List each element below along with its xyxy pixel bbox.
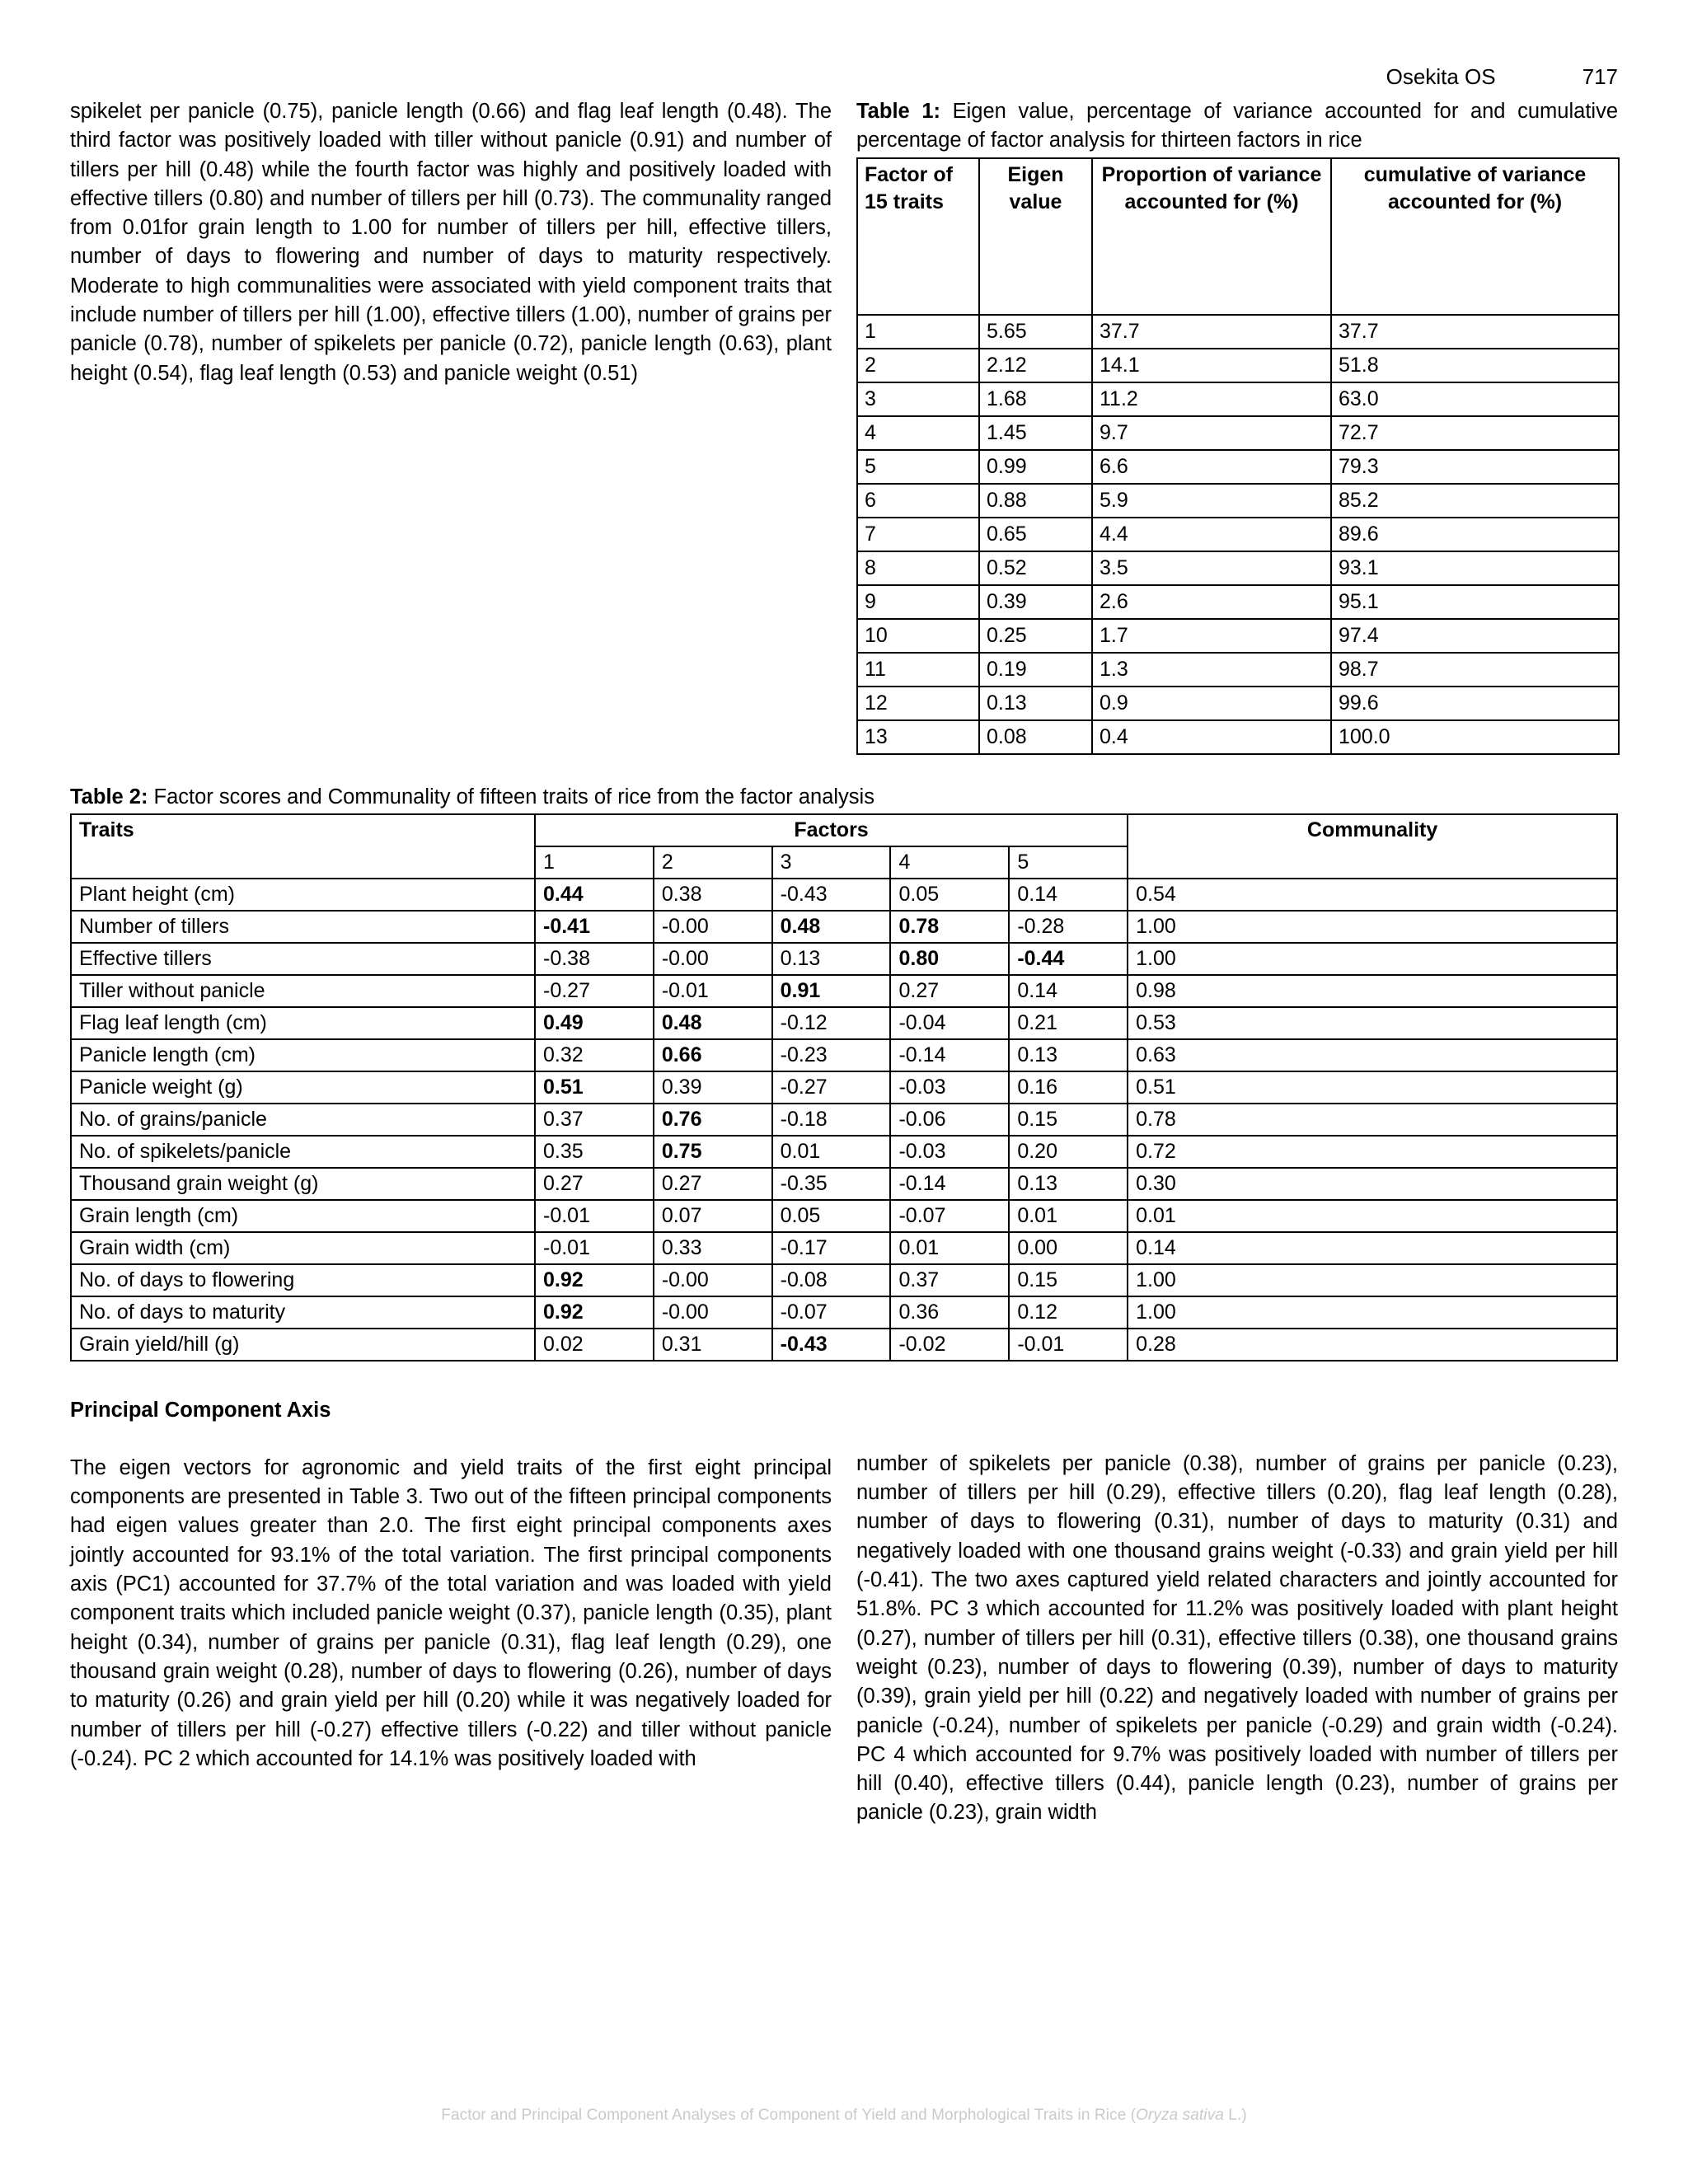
table2-communality-value: 0.54 (1128, 879, 1617, 911)
table-cell: 10 (857, 619, 979, 653)
footer-text-after: L.) (1223, 2107, 1247, 2124)
table2-factor-value: 0.78 (890, 911, 1009, 943)
bottom-right-paragraph: number of spikelets per panicle (0.38), number of grains per panicle (0.23), number of tillers per hill (0.29), effective tillers (0.20), flag leaf length (0.28), number of days to flowering (0.31), number of days to maturity (0.31) and negatively loaded with one thousand grains weight (-0.33) and grain yield per hill (-0.41). The two axes captured yield related characters and jointly accounted for 51.8%. PC 3 which accounted for 11.2% was positively loaded with plant height (0.27), number of tillers per hill (0.31), effective tillers (0.38), one thousand grains weight (0.23), number of days to flowering (0.39), number of days to maturity (0.39), grain yield per hill (0.22) and negatively loaded with number of grains per panicle (-0.24), number of spikelets per panicle (-0.29) and grain width (-0.24). PC 4 which accounted for 9.7% was positively loaded with number of tillers per hill (0.40), effective tillers (0.44), panicle length (0.23), number of grains per panicle (0.23), grain width (856, 1451, 1618, 1825)
table-cell: 9.7 (1092, 416, 1331, 450)
table2-factor-value: 0.91 (772, 975, 891, 1007)
table2-body (71, 879, 1617, 1361)
table2-factor-number: 5 (1009, 846, 1128, 879)
table2-factor-value: -0.43 (772, 879, 891, 911)
table2-factor-value: -0.07 (772, 1296, 891, 1329)
table-row (857, 484, 1619, 518)
table2-factor-value: -0.14 (890, 1039, 1009, 1071)
table-row (71, 1232, 1617, 1264)
table2-trait-name: Number of tillers (71, 911, 535, 943)
table-cell: 1.45 (979, 416, 1092, 450)
table2-factor-value: -0.18 (772, 1104, 891, 1136)
table-cell: 0.9 (1092, 687, 1331, 720)
table-cell: 1.68 (979, 382, 1092, 416)
table-row (71, 879, 1617, 911)
table-cell: 3 (857, 382, 979, 416)
table-row (71, 975, 1617, 1007)
table2-factor-value: -0.00 (654, 1264, 772, 1296)
table2-factor-value: -0.06 (890, 1104, 1009, 1136)
table2-factor-value: 0.36 (890, 1296, 1009, 1329)
table-cell: 11.2 (1092, 382, 1331, 416)
bottom-right-spacer (856, 1398, 1618, 1450)
table2-factor-value: -0.00 (654, 1296, 772, 1329)
table-row (857, 518, 1619, 551)
table-cell: 1.7 (1092, 619, 1331, 653)
table-cell: 1.3 (1092, 653, 1331, 687)
table-row (857, 720, 1619, 754)
table-cell: 1 (857, 315, 979, 349)
table-cell: 37.7 (1331, 315, 1619, 349)
table-cell: 7 (857, 518, 979, 551)
running-head-author: Osekita OS (1386, 64, 1496, 89)
table-cell: 4.4 (1092, 518, 1331, 551)
table-cell: 5.9 (1092, 484, 1331, 518)
table2-trait-name: No. of days to maturity (71, 1296, 535, 1329)
table-row (857, 315, 1619, 349)
table2-communality-value: 0.51 (1128, 1071, 1617, 1104)
table-row (857, 382, 1619, 416)
table2-factor-value: 0.66 (654, 1039, 772, 1071)
table2-factor-value: -0.27 (772, 1071, 891, 1104)
table2-factor-value: -0.23 (772, 1039, 891, 1071)
table2-factor-value: 0.49 (535, 1007, 654, 1039)
table2-factor-value: 0.02 (535, 1329, 654, 1361)
table2-factor-value: 0.05 (890, 879, 1009, 911)
table2-factor-value: 0.12 (1009, 1296, 1128, 1329)
table2-factor-value: 0.37 (890, 1264, 1009, 1296)
table2-factor-value: -0.01 (654, 975, 772, 1007)
table2-communality-value: 0.98 (1128, 975, 1617, 1007)
table2-factor-value: 0.05 (772, 1200, 891, 1232)
table2-factor-value: 0.27 (535, 1168, 654, 1200)
table1-header-factor: Factor of 15 traits (857, 158, 979, 315)
table-cell: 0.39 (979, 585, 1092, 619)
table2-factor-value: 0.01 (772, 1136, 891, 1168)
table2-factor-value: 0.75 (654, 1136, 772, 1168)
table-row (71, 1039, 1617, 1071)
table-cell: 79.3 (1331, 450, 1619, 484)
table-row (857, 416, 1619, 450)
table2-communality-value: 0.28 (1128, 1329, 1617, 1361)
table-row (71, 1007, 1617, 1039)
lower-columns (70, 1398, 1618, 1828)
table-cell: 0.13 (979, 687, 1092, 720)
table2-communality-value: 0.14 (1128, 1232, 1617, 1264)
table-row (857, 653, 1619, 687)
table-cell: 13 (857, 720, 979, 754)
table-row (71, 1200, 1617, 1232)
table-row (857, 585, 1619, 619)
table-cell: 14.1 (1092, 349, 1331, 382)
table-cell: 99.6 (1331, 687, 1619, 720)
table2 (70, 813, 1618, 1361)
table1 (856, 157, 1620, 755)
table2-factor-value: 0.32 (535, 1039, 654, 1071)
table-cell: 89.6 (1331, 518, 1619, 551)
table2-factor-value: 0.27 (890, 975, 1009, 1007)
table2-trait-name: No. of grains/panicle (71, 1104, 535, 1136)
table-cell: 0.99 (979, 450, 1092, 484)
table-row (857, 349, 1619, 382)
table-cell: 3.5 (1092, 551, 1331, 585)
table2-factor-value: -0.28 (1009, 911, 1128, 943)
table2-header-row-1 (71, 814, 1617, 846)
table2-factor-value: 0.80 (890, 943, 1009, 975)
right-column-top (856, 97, 1618, 755)
table2-factor-value: -0.03 (890, 1071, 1009, 1104)
table-cell: 85.2 (1331, 484, 1619, 518)
table-row (71, 1296, 1617, 1329)
table2-factor-value: 0.01 (1009, 1200, 1128, 1232)
table2-factor-value: 0.13 (772, 943, 891, 975)
table1-header-proportion: Proportion of variance accounted for (%) (1092, 158, 1331, 315)
table-cell: 51.8 (1331, 349, 1619, 382)
table-row (71, 1329, 1617, 1361)
table2-trait-name: Grain length (cm) (71, 1200, 535, 1232)
table2-factor-value: -0.01 (535, 1232, 654, 1264)
table2-factor-value: -0.41 (535, 911, 654, 943)
table2-factor-value: 0.48 (654, 1007, 772, 1039)
table1-header-row (857, 158, 1619, 315)
table-cell: 100.0 (1331, 720, 1619, 754)
table-cell: 72.7 (1331, 416, 1619, 450)
table2-trait-name: Plant height (cm) (71, 879, 535, 911)
table2-factor-number: 2 (654, 846, 772, 879)
table-cell: 0.25 (979, 619, 1092, 653)
table2-factor-value: -0.44 (1009, 943, 1128, 975)
table-row (71, 911, 1617, 943)
table-row (857, 619, 1619, 653)
table2-communality-value: 1.00 (1128, 943, 1617, 975)
table2-factor-value: 0.76 (654, 1104, 772, 1136)
table2-communality-value: 1.00 (1128, 1296, 1617, 1329)
table1-label: Table 1: (856, 100, 941, 123)
table2-trait-name: Panicle weight (g) (71, 1071, 535, 1104)
table2-factor-value: -0.04 (890, 1007, 1009, 1039)
table2-factor-number: 4 (890, 846, 1009, 879)
table-cell: 37.7 (1092, 315, 1331, 349)
table2-factor-value: 0.20 (1009, 1136, 1128, 1168)
table2-factor-value: 0.33 (654, 1232, 772, 1264)
table1-body (857, 315, 1619, 754)
table2-factor-value: 0.37 (535, 1104, 654, 1136)
table2-factor-number: 1 (535, 846, 654, 879)
table2-communality-value: 0.72 (1128, 1136, 1617, 1168)
table-cell: 8 (857, 551, 979, 585)
table2-factor-value: -0.01 (1009, 1329, 1128, 1361)
upper-columns (70, 97, 1618, 755)
table-cell: 93.1 (1331, 551, 1619, 585)
table2-factor-value: 0.14 (1009, 879, 1128, 911)
table2-factor-value: 0.27 (654, 1168, 772, 1200)
table-row (857, 687, 1619, 720)
table2-factor-value: -0.35 (772, 1168, 891, 1200)
table2-caption-text: Factor scores and Communality of fifteen traits of rice from the factor analysis (148, 785, 874, 808)
table-cell: 2.6 (1092, 585, 1331, 619)
table2-communality-value: 0.01 (1128, 1200, 1617, 1232)
table-cell: 0.52 (979, 551, 1092, 585)
table2-trait-name: Flag leaf length (cm) (71, 1007, 535, 1039)
table-cell: 0.08 (979, 720, 1092, 754)
table-cell: 2 (857, 349, 979, 382)
table2-trait-name: Grain yield/hill (g) (71, 1329, 535, 1361)
table-cell: 98.7 (1331, 653, 1619, 687)
table-row (857, 551, 1619, 585)
bottom-left-column (70, 1398, 832, 1774)
table-row (857, 450, 1619, 484)
table-cell: 97.4 (1331, 619, 1619, 653)
table2-factor-value: -0.14 (890, 1168, 1009, 1200)
table-cell: 0.65 (979, 518, 1092, 551)
table2-factor-value: 0.00 (1009, 1232, 1128, 1264)
table-row (71, 1264, 1617, 1296)
table2-communality-value: 0.78 (1128, 1104, 1617, 1136)
table2-factor-value: -0.17 (772, 1232, 891, 1264)
table2-factor-value: 0.13 (1009, 1168, 1128, 1200)
table2-factor-value: -0.00 (654, 943, 772, 975)
table1-header-cumulative: cumulative of variance accounted for (%) (1331, 158, 1619, 315)
table-cell: 12 (857, 687, 979, 720)
table2-label: Table 2: (70, 785, 148, 808)
table2-factor-value: -0.03 (890, 1136, 1009, 1168)
table2-factor-value: 0.14 (1009, 975, 1128, 1007)
table2-factor-value: 0.44 (535, 879, 654, 911)
table2-factor-value: 0.31 (654, 1329, 772, 1361)
section-heading-principal-component-axis: Principal Component Axis (70, 1398, 331, 1422)
table2-trait-name: Tiller without panicle (71, 975, 535, 1007)
table2-factor-value: -0.07 (890, 1200, 1009, 1232)
table2-communality-value: 0.63 (1128, 1039, 1617, 1071)
table-cell: 9 (857, 585, 979, 619)
bottom-left-paragraph: The eigen vectors for agronomic and yield traits of the first eight principal components are presented in Table 3. Two out of the fifteen principal components had eigen values greater than 2.0. The first eight principal components axes jointly accounted for 93.1% of the total variation. The first principal components axis (PC1) accounted for 37.7% of the total variation and was loaded with yield component traits which included panicle weight (0.37), panicle length (0.35), plant height (0.34), number of grains per panicle (0.31), flag leaf length (0.29), one thousand grain weight (0.28), number of days to flowering (0.26), number of days to maturity (0.26) and grain yield per hill (0.20) while it was negatively loaded for number of tillers per hill (-0.27) effective tillers (-0.22) and tiller without panicle (-0.24). PC 2 which accounted for 14.1% was positively loaded with (70, 1455, 832, 1770)
table-row (71, 943, 1617, 975)
bottom-right-column (856, 1398, 1618, 1828)
table2-factor-value: 0.39 (654, 1071, 772, 1104)
table2-factor-value: 0.15 (1009, 1104, 1128, 1136)
table-cell: 6.6 (1092, 450, 1331, 484)
table2-factor-value: 0.48 (772, 911, 891, 943)
table2-factor-value: -0.12 (772, 1007, 891, 1039)
table2-block (70, 783, 1618, 1361)
left-top-paragraph: spikelet per panicle (0.75), panicle length (0.66) and flag leaf length (0.48). The third factor was positively loaded with tiller without panicle (0.91) and number of tillers per hill (0.48) while the fourth factor was highly and positively loaded with effective tillers (0.80) and number of tillers per hill (0.73). The communality ranged from 0.01for grain length to 1.00 for number of tillers per hill, effective tillers, number of days to flowering and number of days to maturity respectively. Moderate to high communalities were associated with yield component traits that include number of tillers per hill (1.00), effective tillers (1.00), number of grains per panicle (0.78), number of spikelets per panicle (0.72), panicle length (0.63), plant height (0.54), flag leaf length (0.53) and panicle weight (0.51) (70, 100, 832, 385)
page-content (70, 97, 1618, 1828)
table2-caption (70, 783, 1618, 812)
table-cell: 4 (857, 416, 979, 450)
table2-trait-name: No. of days to flowering (71, 1264, 535, 1296)
table1-header-eigen: Eigen value (979, 158, 1092, 315)
page-footer (0, 2107, 1688, 2125)
table2-trait-name: Thousand grain weight (g) (71, 1168, 535, 1200)
table2-factor-value: 0.38 (654, 879, 772, 911)
table2-factor-value: 0.01 (890, 1232, 1009, 1264)
table-cell: 63.0 (1331, 382, 1619, 416)
table2-header-factors: Factors (535, 814, 1128, 846)
table-cell: 0.88 (979, 484, 1092, 518)
table2-factor-value: -0.38 (535, 943, 654, 975)
table2-communality-value: 0.53 (1128, 1007, 1617, 1039)
left-column-top (70, 97, 832, 388)
table2-communality-value: 0.30 (1128, 1168, 1617, 1200)
table-cell: 6 (857, 484, 979, 518)
table2-factor-value: 0.15 (1009, 1264, 1128, 1296)
footer-species-italic: Oryza sativa (1136, 2107, 1224, 2124)
table2-factor-value: -0.43 (772, 1329, 891, 1361)
running-head (1386, 64, 1618, 90)
table2-communality-value: 1.00 (1128, 911, 1617, 943)
table-row (71, 1071, 1617, 1104)
table-cell: 0.4 (1092, 720, 1331, 754)
table2-trait-name: Grain width (cm) (71, 1232, 535, 1264)
table2-factor-value: 0.16 (1009, 1071, 1128, 1104)
table2-trait-name: Effective tillers (71, 943, 535, 975)
table2-factor-value: 0.92 (535, 1264, 654, 1296)
table2-factor-value: -0.00 (654, 911, 772, 943)
page-number: 717 (1582, 64, 1618, 89)
table2-header-communality: Communality (1128, 814, 1617, 879)
table2-communality-value: 1.00 (1128, 1264, 1617, 1296)
table2-factor-value: 0.07 (654, 1200, 772, 1232)
table2-factor-value: 0.21 (1009, 1007, 1128, 1039)
table-cell: 95.1 (1331, 585, 1619, 619)
table2-factor-value: -0.01 (535, 1200, 654, 1232)
table2-factor-value: 0.51 (535, 1071, 654, 1104)
table2-factor-value: -0.02 (890, 1329, 1009, 1361)
table1-caption-text: Eigen value, percentage of variance accounted for and cumulative percentage of factor analysis for thirteen factors in rice (856, 100, 1618, 152)
table2-trait-name: No. of spikelets/panicle (71, 1136, 535, 1168)
table2-factor-value: 0.92 (535, 1296, 654, 1329)
table2-header-traits: Traits (71, 814, 535, 879)
table2-factor-value: -0.08 (772, 1264, 891, 1296)
table-cell: 2.12 (979, 349, 1092, 382)
table2-trait-name: Panicle length (cm) (71, 1039, 535, 1071)
table1-caption (856, 97, 1618, 156)
table-cell: 0.19 (979, 653, 1092, 687)
footer-text-before: Factor and Principal Component Analyses of Component of Yield and Morphological Traits in Rice ( (441, 2107, 1137, 2124)
table2-factor-number: 3 (772, 846, 891, 879)
table-row (71, 1136, 1617, 1168)
table2-factor-value: -0.27 (535, 975, 654, 1007)
table-row (71, 1168, 1617, 1200)
table-cell: 5 (857, 450, 979, 484)
table-cell: 5.65 (979, 315, 1092, 349)
table-row (71, 1104, 1617, 1136)
table-cell: 11 (857, 653, 979, 687)
table2-factor-value: 0.35 (535, 1136, 654, 1168)
table2-factor-value: 0.13 (1009, 1039, 1128, 1071)
